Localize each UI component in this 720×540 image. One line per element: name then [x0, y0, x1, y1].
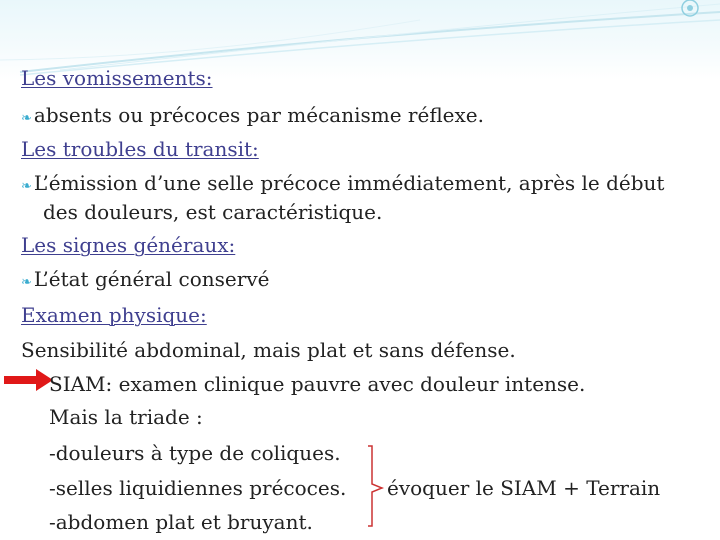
heading-vomissements: Les vomissements:: [21, 66, 213, 90]
bullet-transit: ❧ L’émission d’une selle précoce immédiatement, après le début: [21, 171, 665, 195]
heading-transit: Les troubles du transit:: [21, 137, 259, 161]
bullet-icon: ❧: [21, 179, 32, 194]
text-triade: Mais la triade :: [49, 405, 203, 429]
text-abdomen: -abdomen plat et bruyant.: [49, 510, 313, 534]
bullet-icon: ❧: [21, 111, 32, 126]
bullet-transit-continuation: des douleurs, est caractéristique.: [43, 200, 383, 224]
text-douleurs: -douleurs à type de coliques.: [49, 441, 341, 465]
right-bracket-icon: [360, 440, 390, 530]
text-selles: -selles liquidiennes précoces.: [49, 476, 347, 500]
text-sensibilite: Sensibilité abdominal, mais plat et sans défense.: [21, 338, 516, 362]
heading-signes-generaux: Les signes généraux:: [21, 233, 236, 257]
bullet-icon: ❧: [21, 275, 32, 290]
bullet-vomissements: ❧ absents ou précoces par mécanisme réflexe.: [21, 103, 484, 127]
bullet-etat-general: ❧ L’état général conservé: [21, 267, 270, 291]
red-arrow-icon: [0, 368, 56, 392]
text-evoquer-siam: évoquer le SIAM + Terrain: [387, 476, 661, 500]
heading-examen-physique: Examen physique:: [21, 303, 207, 327]
text-siam: SIAM: examen clinique pauvre avec douleur intense.: [49, 372, 586, 396]
